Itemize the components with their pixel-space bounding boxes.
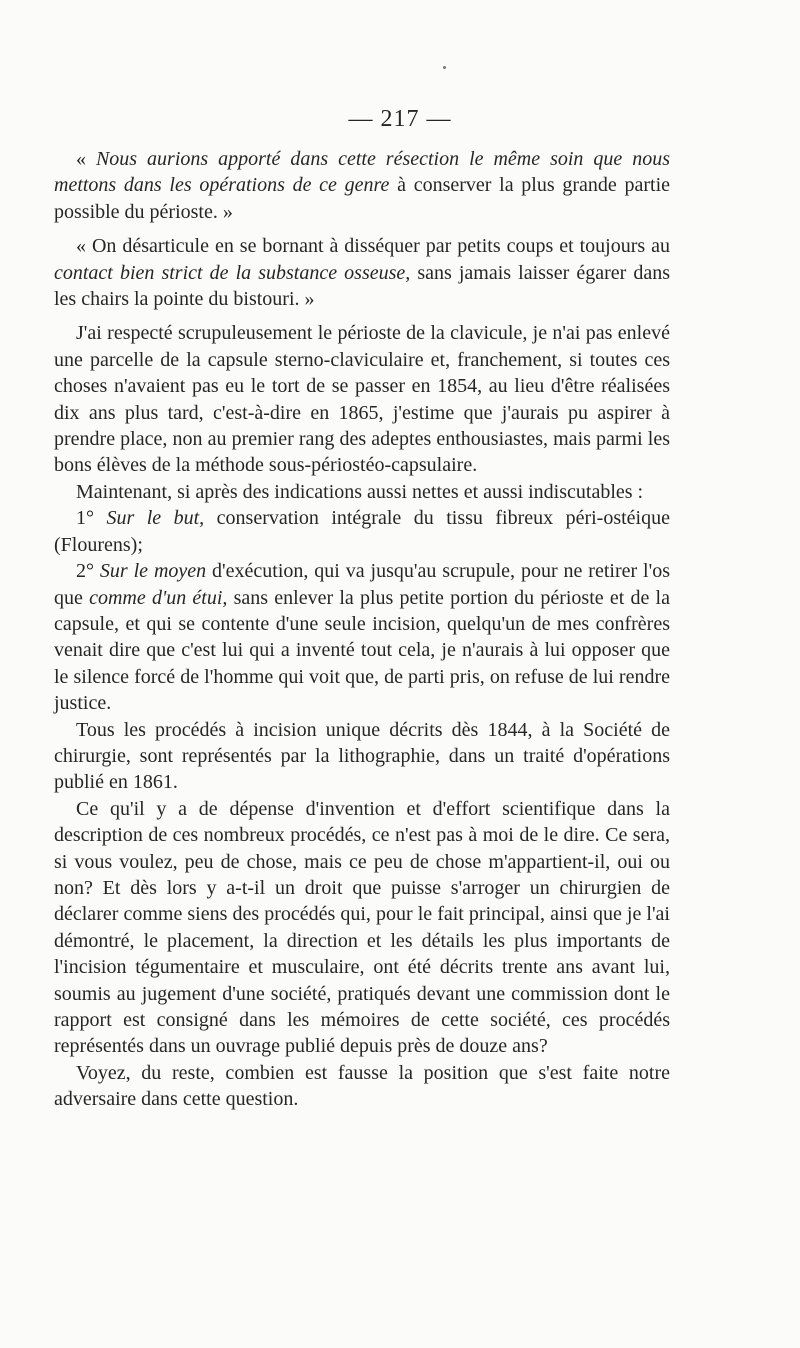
text-segment: Maintenant, si après des indications aussi nettes et aussi indiscutables : <box>76 480 644 503</box>
italic-text: Sur le but, <box>106 507 205 530</box>
italic-text: Sur le moyen <box>99 560 207 583</box>
text-segment: sans enlever la plus petite portion du périoste et de la capsule, et qui se contente d'une seule incision, quelqu'un de mes confrères venait dire que c'est lui qui a inventé tout cela, je n'aurais à lui opposer que le silence forcé de l'homme qui voit que, de parti pris, on refuse de lui rendre justice. <box>54 586 670 715</box>
paragraph <box>54 233 670 312</box>
paragraph <box>54 505 670 558</box>
italic-text: comme d'un étui, <box>89 586 228 609</box>
text-segment: sans jamais laisser égarer dans les chairs la pointe du bistouri. » <box>54 261 671 311</box>
text-segment: « On désarticule en se bornant à disséquer par petits coups et toujours au <box>76 235 670 258</box>
paper-speck <box>443 66 446 69</box>
paragraph <box>54 796 670 1060</box>
text-segment: à conserver la plus grande partie possible du périoste. » <box>54 174 670 223</box>
paragraph <box>54 479 670 505</box>
text-segment: 2° <box>76 560 100 583</box>
text-segment: Ce qu'il y a de dépense d'invention et d'effort scientifique dans la description de ces nombreux procédés, ce n'est pas à moi de le dire. Ce sera, si vous voulez, peu de chose, mais ce peu de chose m'appartient-il, oui ou non? Et dès lors y a-t-il un droit que puisse s'arroger un chirurgien de déclarer comme siens des procédés qui, pour le fait principal, ainsi que je l'ai démontré, le placement, la direction et les détails les plus importants de l'incision tégumentaire et musculaire, ont été décrits trente ans avant lui, soumis au jugement d'une société, pratiqués devant une commission dont le rapport est consigné dans les mémoires de cette société, ces procédés représentés dans un ouvrage publié depuis près de douze ans? <box>54 797 670 1058</box>
text-segment: conservation intégrale du tissu fibreux péri-ostéique (Flourens); <box>54 507 670 556</box>
paragraph <box>54 1060 670 1113</box>
text-segment: Voyez, du reste, combien est fausse la position que s'est faite notre adversaire dans cette question. <box>54 1061 670 1111</box>
text-segment: J'ai respecté scrupuleusement le périoste de la clavicule, je n'ai pas enlevé une parcelle de la capsule sterno-claviculaire et, franchement, si toutes ces choses n'avaient pas eu le tort de se passer en 1854, au lieu d'être réalisées dix ans plus tard, c'est-à-dire en 1865, j'estime que j'aurais pu aspirer à prendre place, non au premier rang des adeptes enthousiastes, mais parmi les bons élèves de la méthode sous-périostéo-capsulaire. <box>54 322 670 477</box>
text-segment: Tous les procédés à incision unique décrits dès 1844, à la Société de chirurgie, sont représentés par la lithographie, dans un traité d'opérations publié en 1861. <box>54 718 670 794</box>
italic-text: Nous aurions apporté dans cette résection le même soin que nous mettons dans les opérations de ce genre <box>54 148 671 197</box>
text-segment: « <box>76 148 96 170</box>
paragraph <box>54 146 670 225</box>
text-segment: 1° <box>76 507 107 530</box>
italic-text: contact bien strict de la substance osseuse, <box>54 261 411 284</box>
body-text <box>54 146 670 1113</box>
paragraph <box>54 717 670 796</box>
paragraph <box>54 320 670 478</box>
page-number: — 217 — <box>348 106 452 132</box>
paragraph <box>54 558 670 716</box>
text-segment: d'exécution, qui va jusqu'au scrupule, pour ne retirer l'os que <box>54 560 670 609</box>
